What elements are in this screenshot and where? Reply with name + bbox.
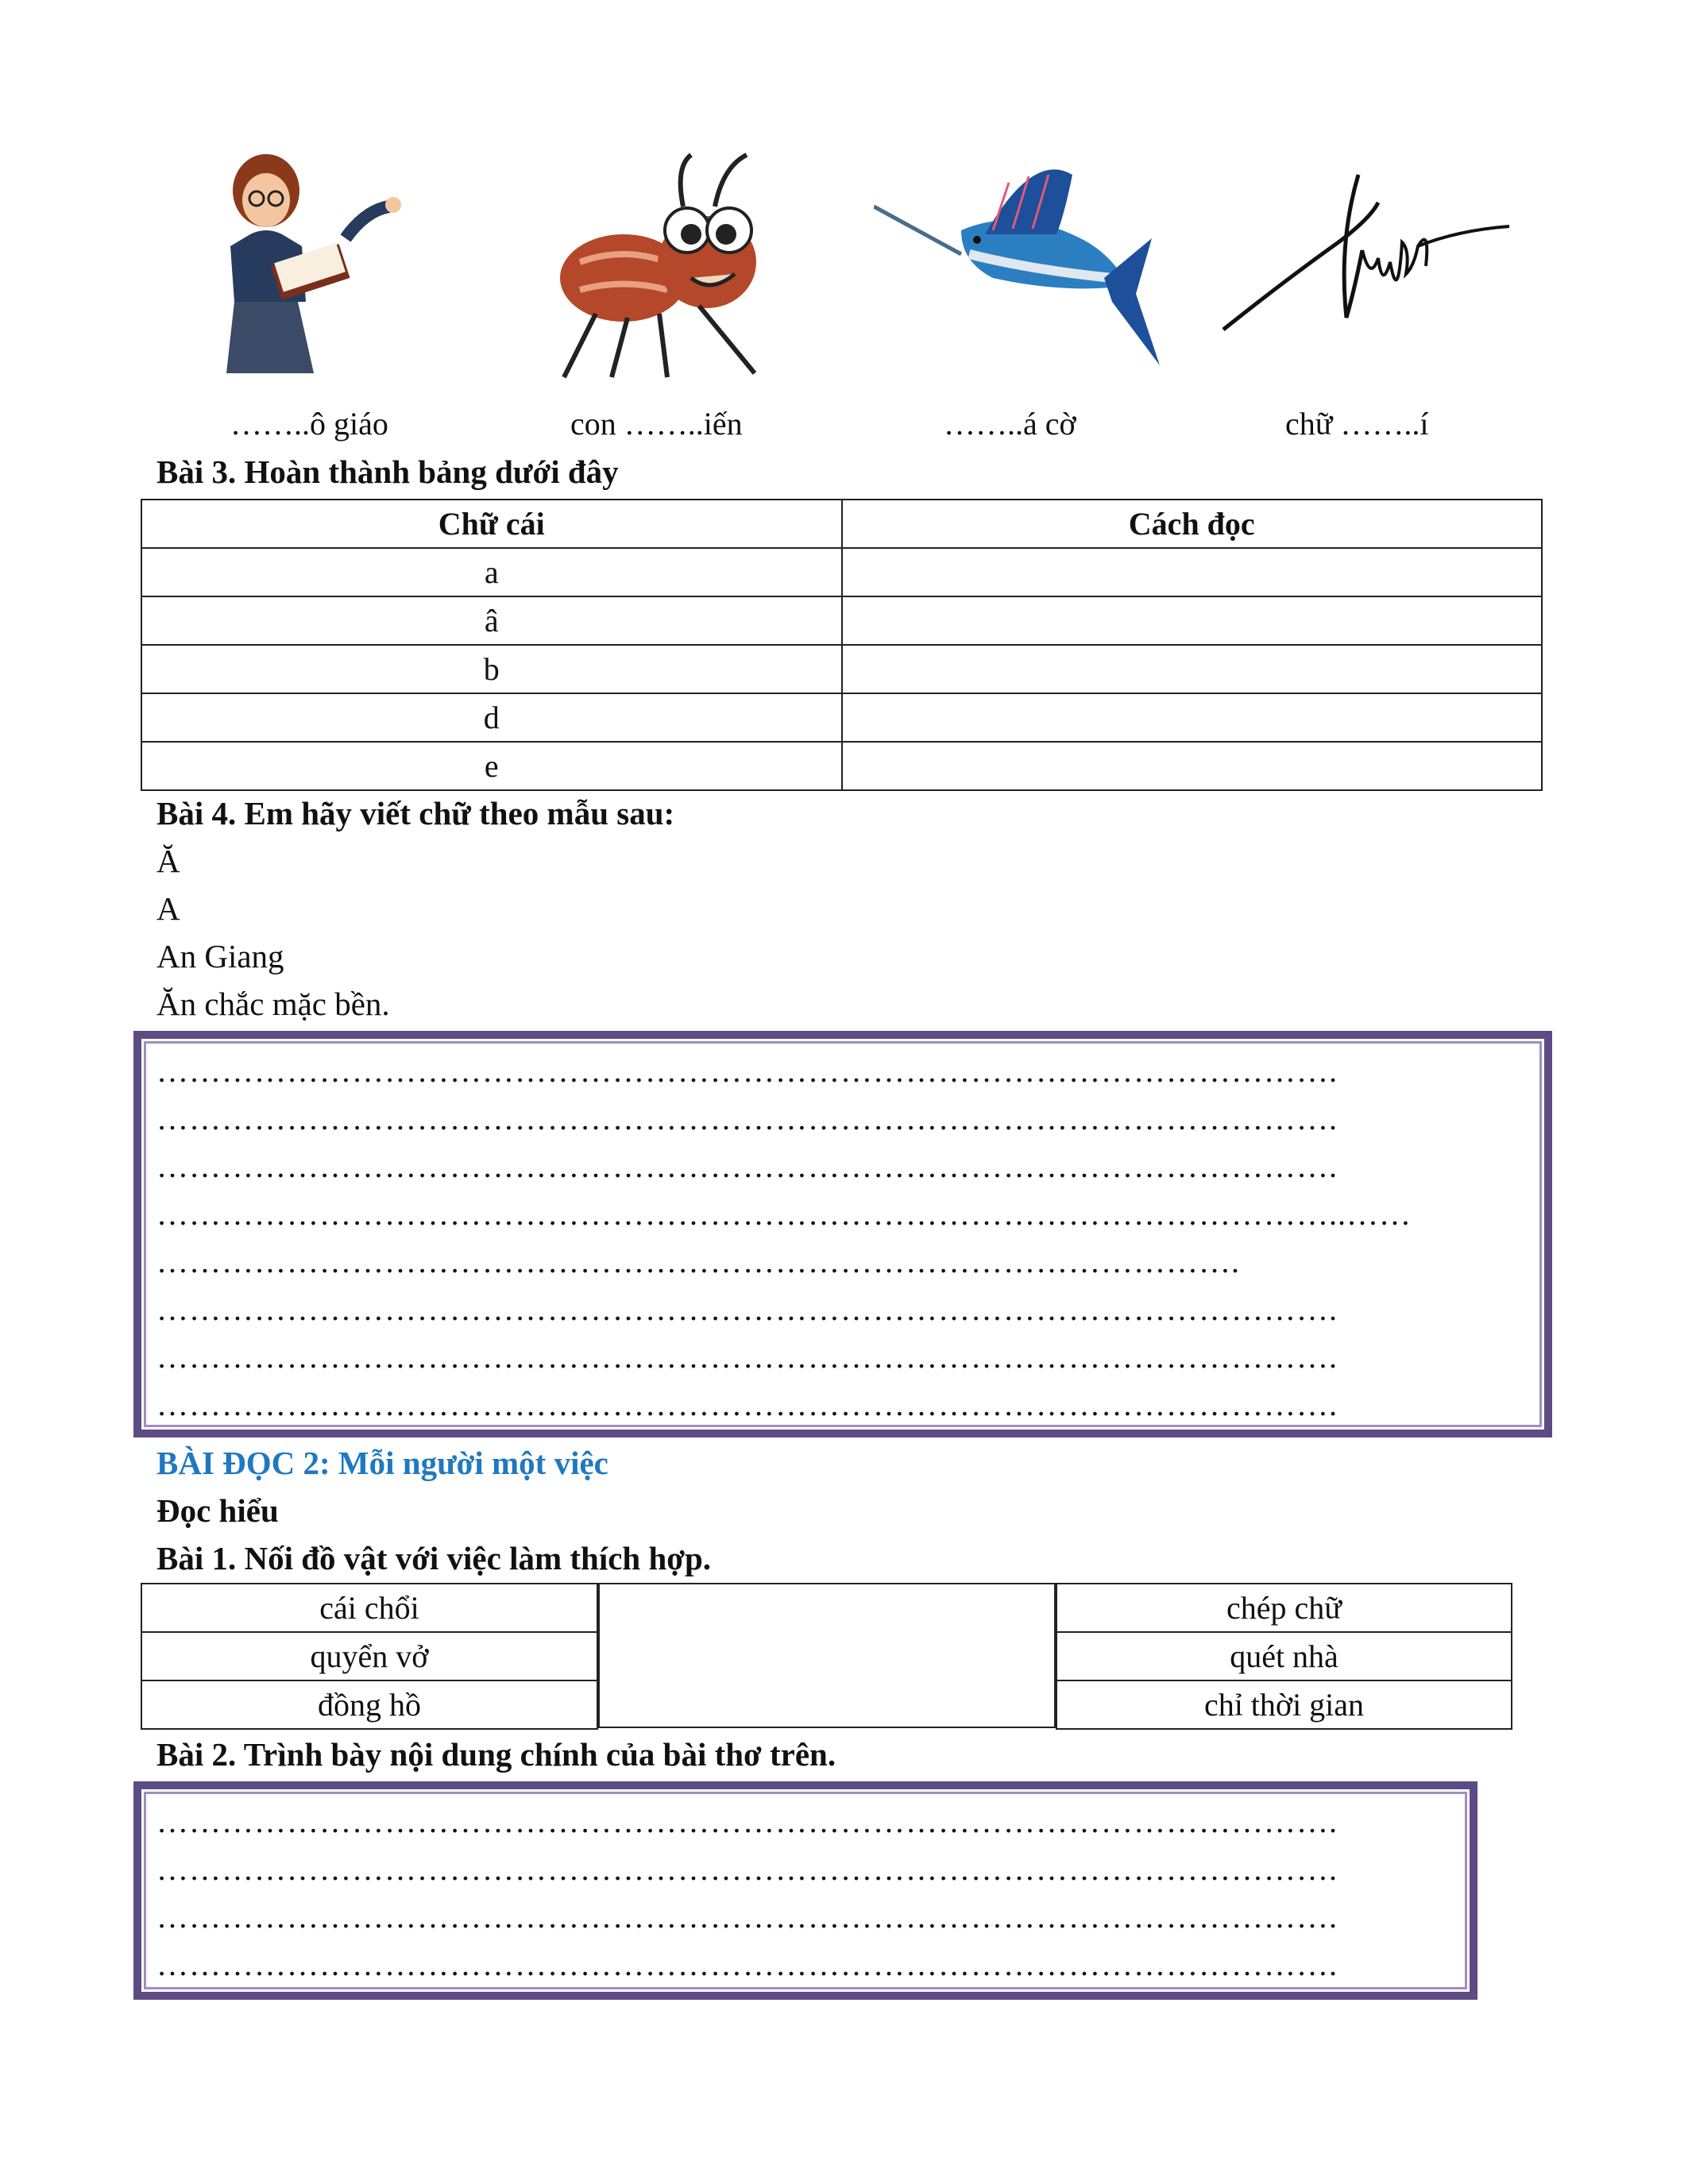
reading-cell[interactable] — [842, 645, 1543, 693]
table-row — [141, 596, 1542, 645]
right-item[interactable]: chỉ thời gian — [1056, 1680, 1512, 1729]
left-item[interactable]: đồng hồ — [141, 1680, 597, 1729]
sample-line: An Giang — [156, 938, 284, 974]
letter-cell: d — [141, 693, 842, 742]
signature-icon — [1219, 171, 1513, 338]
writing-line: ………………………………………………………………………………………………. — [156, 1387, 1338, 1422]
caption-ant: con ……..iến — [570, 406, 743, 442]
writing-line: ………………………………………………………………………………………………. — [156, 1291, 1338, 1327]
bai2-heading: Bài 2. Trình bày nội dung chính của bài thơ trên. — [156, 1736, 836, 1773]
letter-table — [141, 499, 1543, 791]
table-row — [141, 742, 1542, 790]
letter-cell: â — [141, 596, 842, 645]
caption-fish: ……..á cờ — [944, 406, 1076, 442]
right-item[interactable]: quét nhà — [1056, 1632, 1512, 1680]
caption-teacher: ……..ô giáo — [230, 406, 388, 442]
matching-area[interactable] — [598, 1583, 1056, 1728]
writing-line: ………………………………………………………………………………………………. — [156, 1804, 1338, 1839]
sample-line: Ăn chắc mặc bền. — [156, 986, 390, 1022]
letter-cell: a — [141, 548, 842, 596]
reading-cell[interactable] — [842, 742, 1543, 790]
writing-line: ………………………………………………………………………………………………. — [156, 1101, 1338, 1136]
writing-line: ………………………………………………………………………………………………. — [156, 1148, 1338, 1184]
bai1-heading: Bài 1. Nối đồ vật với việc làm thích hợp. — [156, 1540, 712, 1576]
table-row — [141, 548, 1542, 596]
bai3-heading: Bài 3. Hoàn thành bảng dưới đây — [156, 453, 619, 490]
writing-line: ………………………………………………………………………………………………..…… — [156, 1196, 1412, 1232]
matching-table-left — [141, 1583, 598, 1730]
reading-cell[interactable] — [842, 693, 1543, 742]
reading-cell[interactable] — [842, 596, 1543, 645]
table-row — [141, 693, 1542, 742]
ant-icon — [548, 151, 786, 385]
caption-signature: chữ ……..í — [1285, 406, 1429, 442]
writing-line: ………………………………………………………………………………………………. — [156, 1947, 1338, 1982]
left-item[interactable]: cái chổi — [141, 1584, 597, 1632]
writing-box-1[interactable] — [133, 1031, 1552, 1437]
col-header-reading: Cách đọc — [842, 500, 1543, 548]
writing-line: ………………………………………………………………………………………………. — [156, 1851, 1338, 1887]
letter-cell: e — [141, 742, 842, 790]
col-header-letter: Chữ cái — [141, 500, 842, 548]
table-row — [141, 645, 1542, 693]
swordfish-icon — [874, 167, 1160, 381]
writing-line: ………………………………………………………………………………………………. — [156, 1053, 1338, 1089]
reading-title: BÀI ĐỌC 2: Mỗi người một việc — [156, 1445, 608, 1481]
writing-line: ………………………………………………………………………………………………. — [156, 1899, 1338, 1935]
matching-table-right — [1056, 1583, 1512, 1730]
teacher-icon — [203, 151, 409, 377]
reading-cell[interactable] — [842, 548, 1543, 596]
sample-line: A — [156, 890, 180, 927]
letter-cell: b — [141, 645, 842, 693]
left-item[interactable]: quyển vở — [141, 1632, 597, 1680]
reading-subheading: Đọc hiểu — [156, 1492, 279, 1529]
bai4-heading: Bài 4. Em hãy viết chữ theo mẫu sau: — [156, 795, 675, 832]
writing-line: ………………………………………………………………………………………………. — [156, 1339, 1338, 1375]
writing-line: ………………………………………………………………………………………. — [156, 1244, 1240, 1279]
right-item[interactable]: chép chữ — [1056, 1584, 1512, 1632]
sample-line: Ă — [156, 843, 180, 879]
